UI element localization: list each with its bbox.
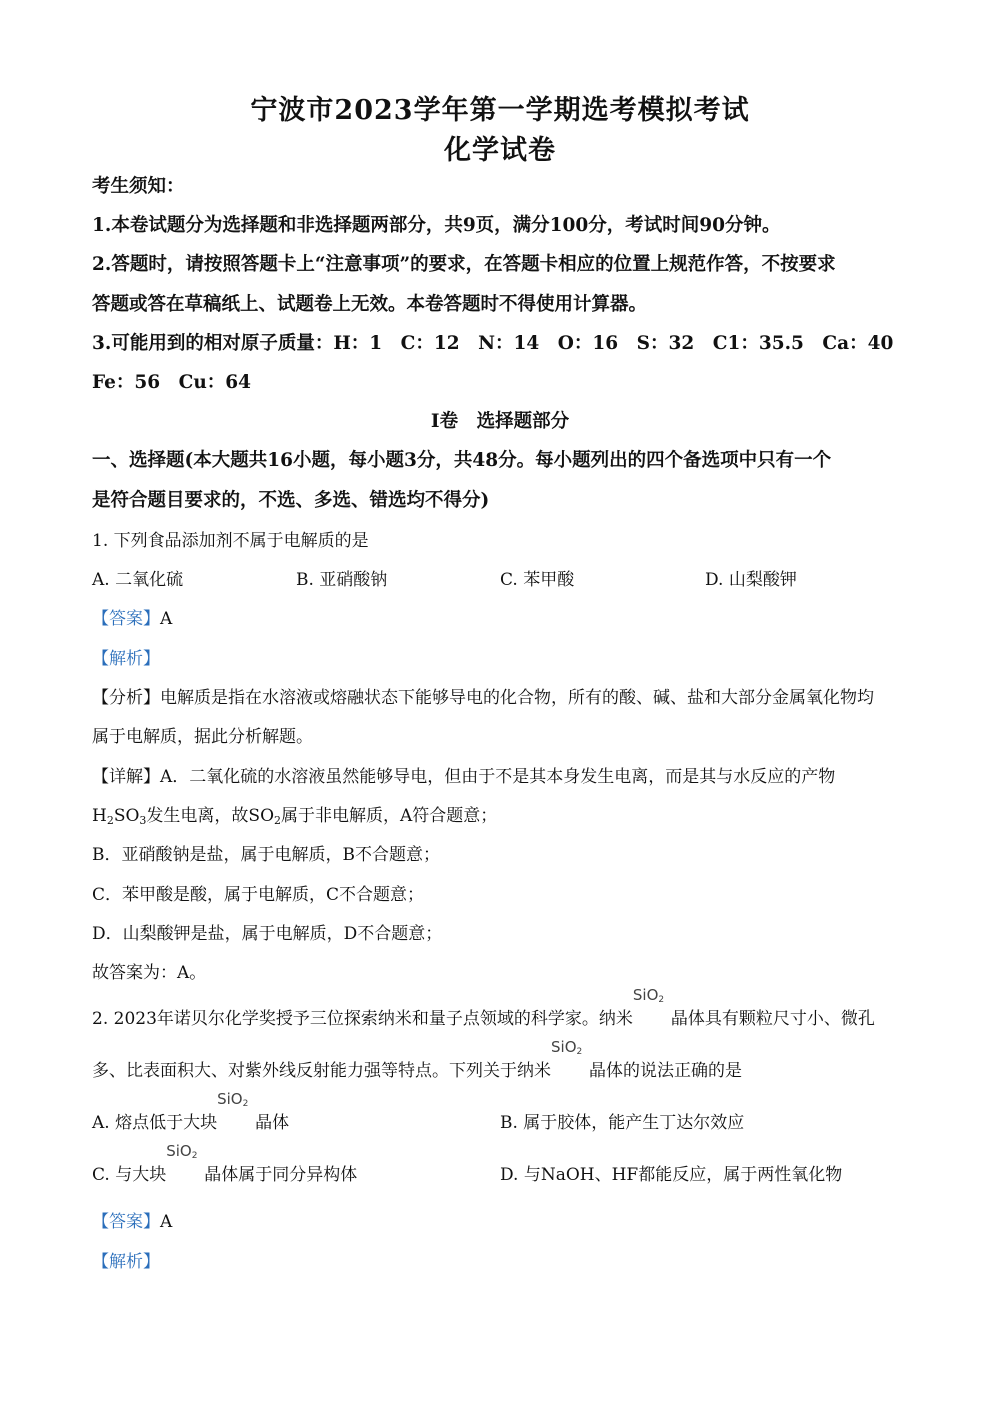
q2-formula-sub: 2: [242, 1099, 249, 1109]
q1-detail-text-1: A．二氧化硫的水溶液虽然能够导电，但由于不是其本身发生电离，而是其与水反应的产物: [160, 767, 836, 787]
q1-fenxi-line-1: [92, 683, 874, 708]
notice-item-3-line-1: 3.可能用到的相对原子质量：H：1 C：12 N：14 O：16 S：32 C1：35.5 Ca：40: [92, 333, 894, 354]
q1-option-d: D. 山梨酸钾: [705, 570, 797, 590]
q1-detail-text-2: 发生电离，故SO: [146, 806, 275, 826]
q2-formula-main: SiO: [217, 1090, 243, 1108]
q2-stem-text-3: 多、比表面积大、对紫外线反射能力强等特点。下列关于纳米: [92, 1061, 551, 1081]
q1-answer-label: 【答案】: [92, 609, 160, 629]
q2-option-c-text-1: C. 与大块: [92, 1165, 167, 1185]
exam-title: 宁波市2023学年第一学期选考模拟考试: [250, 95, 750, 126]
q2-stem-text-4: 晶体的说法正确的是: [589, 1061, 742, 1081]
q1-option-a: A. 二氧化硫: [92, 570, 184, 590]
q2-formula-main: SiO: [551, 1038, 577, 1056]
q1-detail-line-b: B．亚硝酸钠是盐，属于电解质，B不合题意；: [92, 845, 440, 865]
q2-stem-line-1: [92, 986, 875, 1029]
q2-stem-text-1: 2. 2023年诺贝尔化学奖授予三位探索纳米和量子点领域的科学家。纳米: [92, 1009, 633, 1029]
q1-detail-line-d: D．山梨酸钾是盐，属于电解质，D不合题意；: [92, 924, 443, 944]
q2-sio2-formula: [551, 1038, 589, 1076]
q2-analysis: [92, 1247, 160, 1272]
q1-fenxi-line-2: 属于电解质，据此分析解题。: [92, 727, 313, 747]
exam-subject-title: 化学试卷: [444, 135, 556, 166]
q2-sio2-formula: [166, 1142, 204, 1180]
q1-answer: [92, 604, 172, 629]
q1-conclusion: 故答案为：A。: [92, 963, 207, 983]
part-title: Ⅰ卷 选择题部分: [430, 411, 570, 432]
q2-option-b: B. 属于胶体，能产生丁达尔效应: [500, 1113, 745, 1133]
q2-option-a: [92, 1090, 290, 1133]
q1-analysis: [92, 644, 160, 669]
q1-detail-h: H: [92, 806, 107, 826]
q1-answer-value: A: [160, 609, 173, 629]
q2-formula-sub: 2: [576, 1047, 583, 1057]
notice-item-2-line-1: 2.答题时，请按照答题卡上“注意事项”的要求，在答题卡相应的位置上规范作答，不按要求: [92, 254, 836, 275]
q1-option-b: B. 亚硝酸钠: [296, 570, 388, 590]
notice-item-1: 1.本卷试题分为选择题和非选择题两部分，共9页，满分100分，考试时间90分钟。: [92, 215, 781, 236]
q2-option-c: [92, 1142, 358, 1185]
section-instruction-line-2: 是符合题目要求的，不选、多选、错选均不得分): [92, 490, 490, 511]
q2-option-a-text-2: 晶体: [255, 1113, 290, 1133]
q2-option-d: D. 与NaOH、HF都能反应，属于两性氧化物: [500, 1165, 843, 1185]
q1-stem: 1. 下列食品添加剂不属于电解质的是: [92, 531, 369, 551]
q2-sio2-formula: [632, 986, 671, 1024]
notice-item-2-line-2: 答题或答在草稿纸上、试题卷上无效。本卷答题时不得使用计算器。: [92, 294, 648, 315]
q2-formula-main: SiO: [632, 986, 659, 1004]
q2-option-a-text-1: A. 熔点低于大块: [92, 1113, 218, 1133]
q1-detail-line-1: [92, 762, 835, 787]
q1-option-c: C. 苯甲酸: [500, 570, 575, 590]
notice-heading: 考生须知：: [92, 176, 185, 197]
q2-formula-sub: 2: [658, 995, 665, 1005]
q1-detail-text-3: 属于非电解质，A符合题意；: [281, 806, 498, 826]
q2-stem-line-2: [92, 1038, 742, 1081]
q2-option-c-text-2: 晶体属于同分异构体: [204, 1165, 358, 1185]
q1-detail-sub-so2: 2: [274, 814, 282, 827]
q2-answer-label: 【答案】: [92, 1212, 160, 1232]
q2-formula-sub: 2: [191, 1151, 198, 1161]
q1-detail-line-2: [92, 801, 497, 827]
q1-detail-so: SO: [113, 806, 140, 826]
q1-detail-sub-2: 2: [106, 814, 114, 827]
q2-sio2-formula: [217, 1090, 255, 1128]
q1-detail-label: 【详解】: [92, 767, 160, 787]
q1-detail-line-c: C．苯甲酸是酸，属于电解质，C不合题意；: [92, 885, 425, 905]
q2-analysis-label: 【解析】: [92, 1252, 160, 1272]
q2-answer: [92, 1207, 172, 1232]
q1-fenxi-label: 【分析】: [92, 688, 160, 708]
q1-analysis-label: 【解析】: [92, 649, 160, 669]
q2-formula-main: SiO: [166, 1142, 192, 1160]
q1-detail-sub-3: 3: [139, 814, 147, 827]
q2-stem-text-2: 晶体具有颗粒尺寸小、微孔: [670, 1009, 875, 1029]
q2-answer-value: A: [160, 1212, 173, 1232]
q1-fenxi-text-1: 电解质是指在水溶液或熔融状态下能够导电的化合物，所有的酸、碱、盐和大部分金属氧化物均: [160, 688, 874, 708]
notice-item-3-line-2: Fe：56 Cu：64: [92, 372, 252, 393]
section-instruction-line-1: 一、选择题(本大题共16小题，每小题3分，共48分。每小题列出的四个备选项中只有一个: [92, 450, 832, 471]
